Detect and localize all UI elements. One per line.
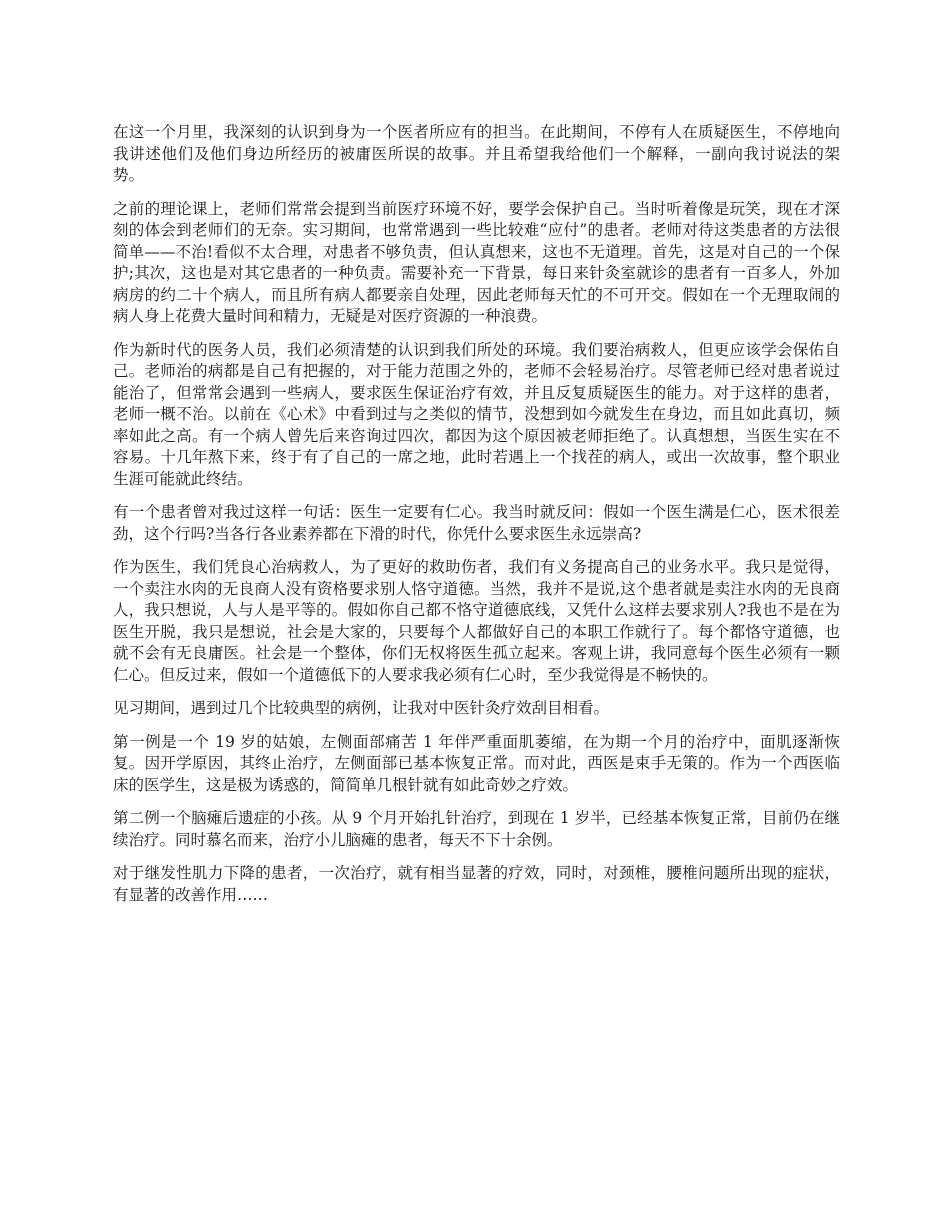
paragraph-3: 作为新时代的医务人员，我们必须清楚的认识到我们所处的环境。我们要治病救人，但更应该学会保佑自己。老师治的病都是自己有把握的，对于能力范围之外的，老师不会轻易治疗。尽管老师已经对患者说过能治了，但常常会遇到一些病人，要求医生保证治疗有效，并且反复质疑医生的能力。对于这样的患者，老师一概不治。以前在《心术》中看到过与之类似的情节，没想到如今就发生在身边，而且如此真切，频率如此之高。有一个病人曾先后来咨询过四次，都因为这个原因被老师拒绝了。认真想想，当医生实在不容易。十几年熬下来，终于有了自己的一席之地，此时若遇上一个找茬的病人，或出一次故事，整个职业生涯可能就此终结。 <box>113 340 840 488</box>
paragraph-7: 第一例是一个 19 岁的姑娘，左侧面部痛苦 1 年伴严重面肌萎缩，在为期一个月的治疗中，面肌逐渐恢复。因开学原因，其终止治疗，左侧面部已基本恢复正常。而对此，西医是束手无策的。作为一个西医临床的医学生，这是极为诱惑的，简简单几根针就有如此奇妙之疗效。 <box>113 732 840 794</box>
paragraph-4: 有一个患者曾对我过这样一句话：医生一定要有仁心。我当时就反问：假如一个医生满是仁心，医术很差劲，这个行吗?当各行各业素养都在下滑的时代，你凭什么要求医生永远崇高? <box>113 503 840 543</box>
paragraph-2: 之前的理论课上，老师们常常会提到当前医疗环境不好，要学会保护自己。当时听着像是玩笑，现在才深刻的体会到老师们的无奈。实习期间，也常常遇到一些比较难“应付”的患者。老师对待这类患者的方法很简单——不治!看似不太合理，对患者不够负责，但认真想来，这也不无道理。首先，这是对自己的一个保护;其次，这也是对其它患者的一种负责。需要补充一下背景，每日来针灸室就诊的患者有一百多人，外加病房的约二十个病人，而且所有病人都要亲自处理，因此老师每天忙的不可开交。假如在一个无理取闹的病人身上花费大量时间和精力，无疑是对医疗资源的一种浪费。 <box>113 199 840 325</box>
paragraph-8: 第二例一个脑瘫后遗症的小孩。从 9 个月开始扎针治疗，到现在 1 岁半，已经基本恢复正常，目前仍在继续治疗。同时慕名而来，治疗小儿脑瘫的患者，每天不下十余例。 <box>113 809 840 849</box>
paragraph-5: 作为医生，我们凭良心治病救人，为了更好的救助伤者，我们有义务提高自己的业务水平。我只是觉得，一个卖注水肉的无良商人没有资格要求别人恪守道德。当然，我并不是说,这个患者就是卖注水肉的无良商人，我只想说，人与人是平等的。假如你自己都不恪守道德底线，又凭什么这样去要求别人?我也不是在为医生开脱，我只是想说，社会是大家的，只要每个人都做好自己的本职工作就行了。每个都恪守道德，也就不会有无良庸医。社会是一个整体，你们无权将医生孤立起来。客观上讲，我同意每个医生必须有一颗仁心。但反过来，假如一个道德低下的人要求我必须有仁心时，至少我觉得是不畅快的。 <box>113 558 840 684</box>
paragraph-9: 对于继发性肌力下降的患者，一次治疗，就有相当显著的疗效，同时，对颈椎，腰椎问题所出现的症状，有显著的改善作用…… <box>113 864 840 904</box>
paragraph-1: 在这一个月里，我深刻的认识到身为一个医者所应有的担当。在此期间，不停有人在质疑医生，不停地向我讲述他们及他们身边所经历的被庸医所误的故事。并且希望我给他们一个解释，一副向我讨说法的架势。 <box>113 123 840 184</box>
paragraph-6: 见习期间，遇到过几个比较典型的病例，让我对中医针灸疗效刮目相看。 <box>113 699 610 717</box>
document-body <box>113 122 840 918</box>
